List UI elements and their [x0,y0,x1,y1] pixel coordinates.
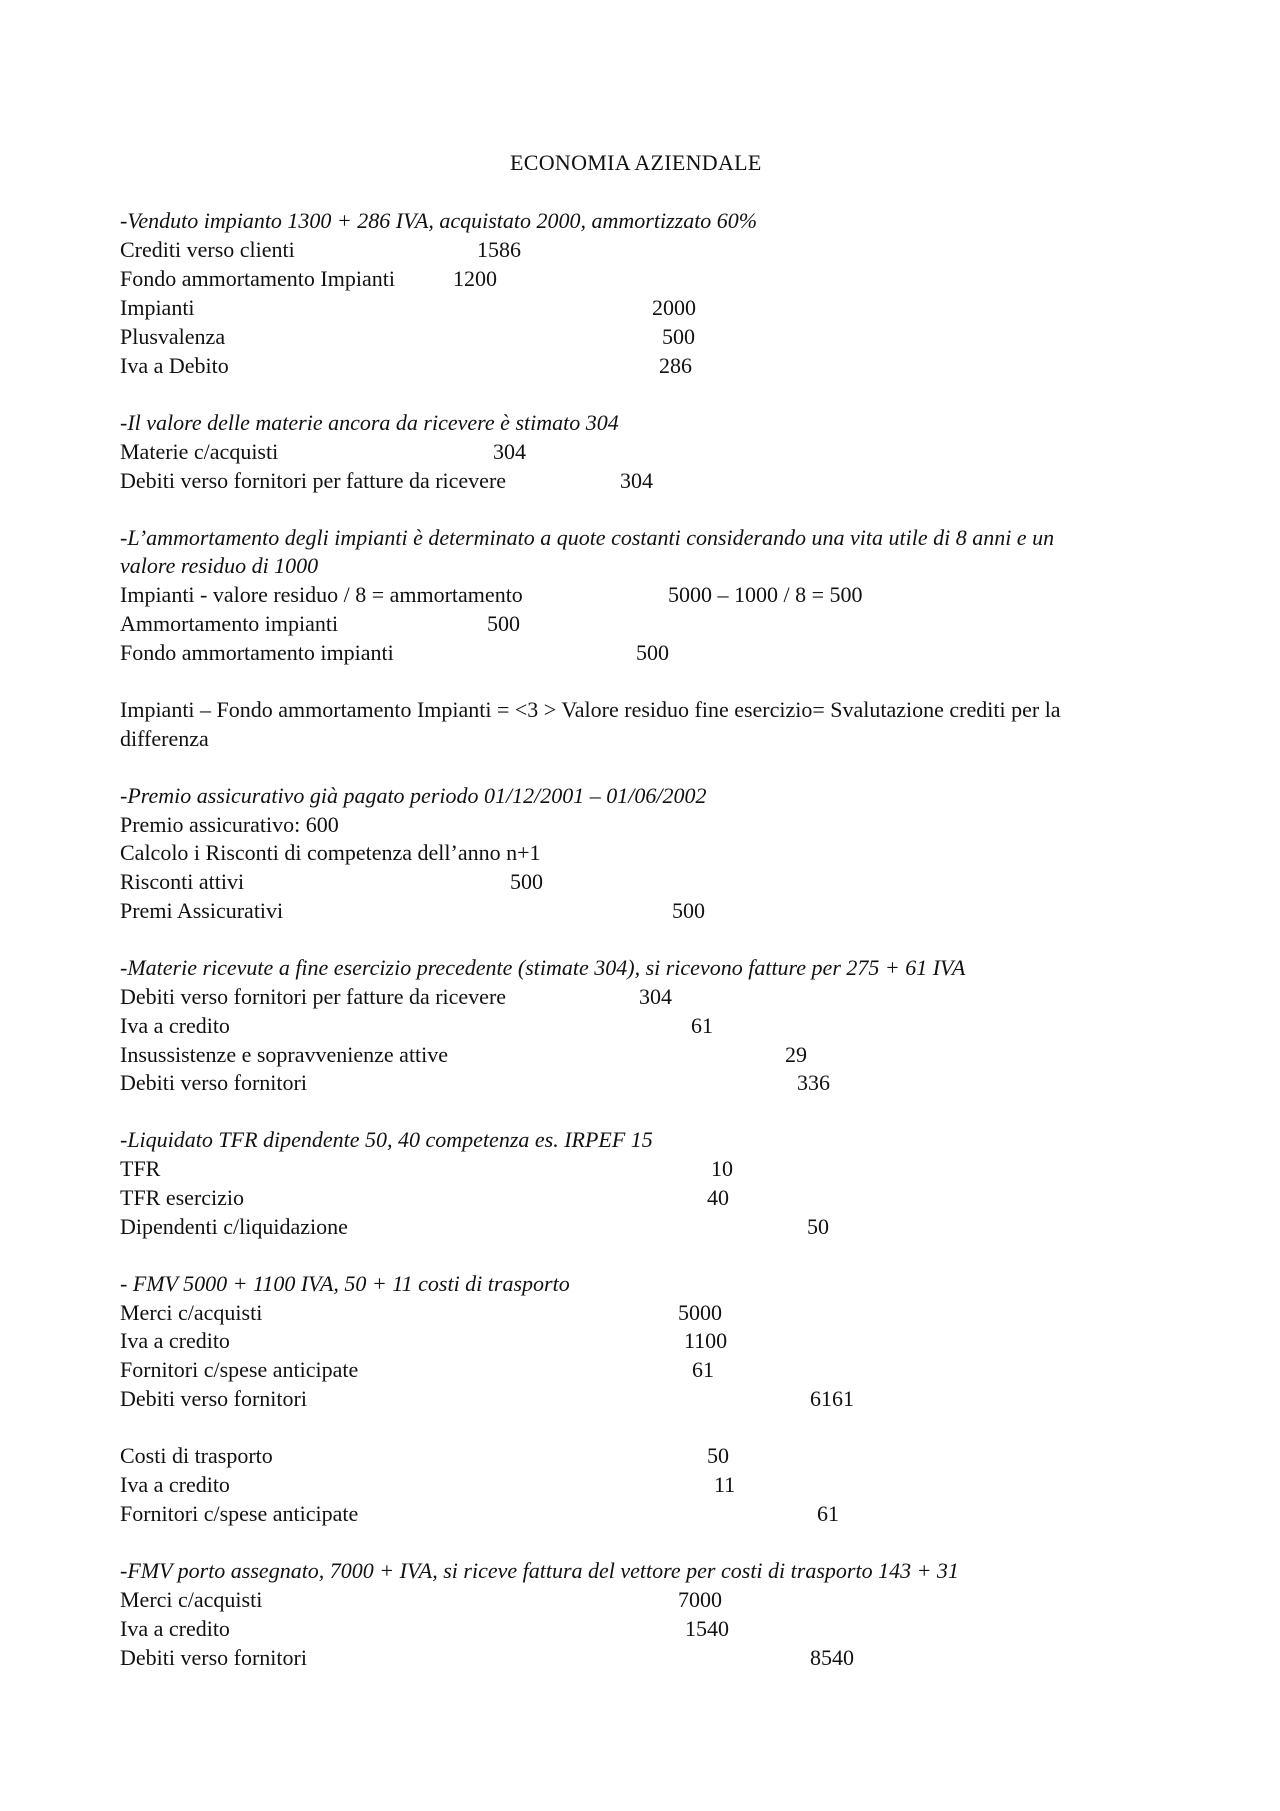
entry-label: Insussistenze e sopravvenienze attive [120,1042,449,1067]
note-text: Impianti – Fondo ammortamento Impianti = <3 > Valore residuo fine esercizio= Svalutazione crediti per la [120,697,1061,722]
section-heading: -L’ammortamento degli impianti è determinato a quote costanti considerando una vita utile di 8 anni e un [120,525,1055,550]
entry-label: Merci c/acquisti [120,1587,263,1612]
entry-label: Risconti attivi [120,869,245,894]
entry-label: Iva a credito [120,1013,230,1038]
section-heading: -Venduto impianto 1300 + 286 IVA, acquistato 2000, ammortizzato 60% [120,208,758,233]
entry-value: 500 [662,324,695,349]
entry-value: 8540 [810,1645,854,1670]
entry-value: 500 [672,898,705,923]
entry-value: 50 [707,1443,729,1468]
entry-label: Debiti verso fornitori [120,1386,307,1411]
entry-label: Premi Assicurativi [120,898,284,923]
entry-label: Costi di trasporto [120,1443,273,1468]
section-heading: -Materie ricevute a fine esercizio precedente (stimate 304), si ricevono fatture per 275 + 61 IVA [120,955,966,980]
entry-value: 336 [797,1070,830,1095]
entry-label: Debiti verso fornitori per fatture da ricevere [120,468,507,493]
entry-label: Dipendenti c/liquidazione [120,1214,348,1239]
section-heading: -Il valore delle materie ancora da ricevere è stimato 304 [120,410,619,435]
entry-label: Iva a credito [120,1328,230,1353]
note-text-continued: differenza [120,726,209,751]
info-line: Premio assicurativo: 600 [120,812,339,837]
entry-label: Iva a credito [120,1616,230,1641]
entry-value: 61 [691,1013,713,1038]
entry-label: Debiti verso fornitori [120,1070,307,1095]
entry-value: 29 [785,1042,807,1067]
formula-calculation: 5000 – 1000 / 8 = 500 [668,582,863,607]
entry-value: 304 [639,984,672,1009]
section-heading: -FMV porto assegnato, 7000 + IVA, si riceve fattura del vettore per costi di trasporto 143 + 31 [120,1558,959,1583]
entry-value: 500 [636,640,669,665]
entry-label: Debiti verso fornitori [120,1645,307,1670]
entry-label: Ammortamento impianti [120,611,339,636]
section-heading: - FMV 5000 + 1100 IVA, 50 + 11 costi di trasporto [120,1271,570,1296]
entry-value: 500 [487,611,520,636]
entry-value: 304 [620,468,653,493]
section-heading-continued: valore residuo di 1000 [120,553,319,578]
entry-value: 5000 [678,1300,722,1325]
section-heading: -Premio assicurativo già pagato periodo 01/12/2001 – 01/06/2002 [120,783,707,808]
entry-value: 40 [707,1185,729,1210]
entry-label: Impianti [120,295,195,320]
section-heading: -Liquidato TFR dipendente 50, 40 competenza es. IRPEF 15 [120,1127,653,1152]
formula-label: Impianti - valore residuo / 8 = ammortamento [120,582,523,607]
entry-value: 1100 [684,1328,728,1353]
entry-value: 1540 [685,1616,729,1641]
entry-value: 2000 [652,295,696,320]
entry-label: TFR esercizio [120,1185,245,1210]
entry-label: Merci c/acquisti [120,1300,263,1325]
entry-label: Fornitori c/spese anticipate [120,1501,359,1526]
entry-value: 500 [510,869,543,894]
entry-value: 11 [714,1472,736,1497]
entry-value: 286 [659,353,692,378]
entry-value: 1586 [477,237,521,262]
entry-value: 10 [711,1156,733,1181]
entry-value: 50 [807,1214,829,1239]
entry-label: Fornitori c/spese anticipate [120,1357,359,1382]
entry-label: Materie c/acquisti [120,439,279,464]
entry-label: Iva a credito [120,1472,230,1497]
page-title: ECONOMIA AZIENDALE [510,150,762,175]
entry-label: Plusvalenza [120,324,226,349]
entry-label: Fondo ammortamento impianti [120,640,394,665]
entry-label: Fondo ammortamento Impianti [120,266,395,291]
entry-value: 1200 [453,266,497,291]
entry-value: 61 [692,1357,714,1382]
entry-value: 61 [817,1501,839,1526]
entry-value: 304 [493,439,526,464]
entry-value: 7000 [678,1587,722,1612]
info-line: Calcolo i Risconti di competenza dell’anno n+1 [120,840,541,865]
entry-label: Crediti verso clienti [120,237,295,262]
entry-value: 6161 [810,1386,854,1411]
entry-label: Iva a Debito [120,353,229,378]
entry-label: TFR [120,1156,161,1181]
entry-label: Debiti verso fornitori per fatture da ricevere [120,984,507,1009]
